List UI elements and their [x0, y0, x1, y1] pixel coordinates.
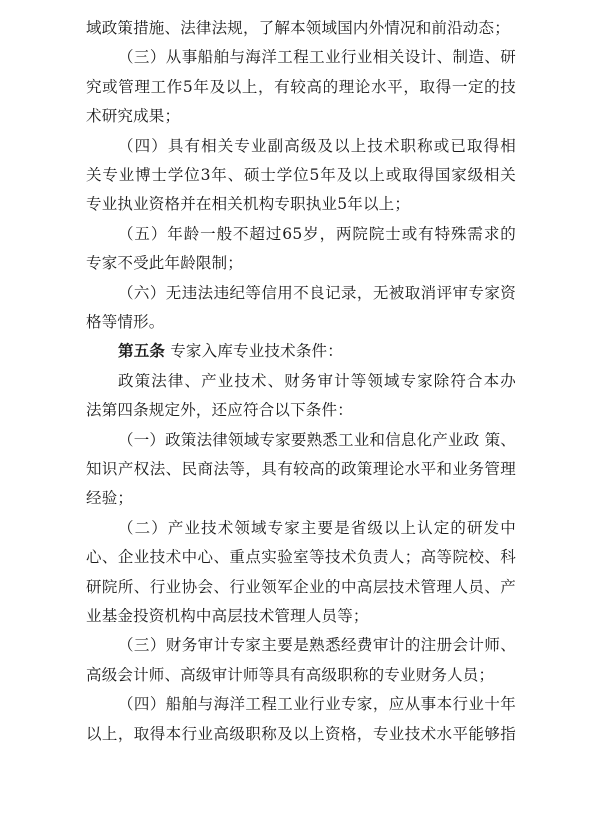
paragraph-line: （二）产业技术领域专家主要是省级以上认定的研发中 [118, 518, 516, 537]
paragraph-line: （四）具有相关专业副高级及以上技术职称或已取得相 [118, 136, 516, 155]
paragraph-line: 专家不受此年龄限制； [86, 254, 244, 273]
paragraph-line: 格等情形。 [86, 313, 165, 331]
article-heading-line [118, 341, 516, 361]
paragraph-line: 以上，取得本行业高级职称及以上资格，专业技术水平能够指 [86, 724, 516, 743]
paragraph-line: 心、企业技术中心、重点实验室等技术负责人；高等院校、科 [86, 548, 516, 567]
paragraph-line: 专业执业资格并在相关机构专职执业5年以上； [86, 195, 411, 214]
paragraph-line: 研院所、行业协会、行业领军企业的中高层技术管理人员、产 [86, 577, 516, 596]
paragraph-line: （一）政策法律领域专家要熟悉工业和信息化产业政 策、 [118, 430, 516, 449]
paragraph-line: 关专业博士学位3年、硕士学位5年及以上或取得国家级相关 [86, 166, 516, 184]
paragraph-line: 经验； [86, 489, 134, 508]
paragraph-line: 究或管理工作5年及以上，有较高的理论水平，取得一定的技 [86, 77, 516, 96]
paragraph-line: 高级会计师、高级审计师等具有高级职称的专业财务人员； [86, 665, 495, 684]
paragraph-line: （三）财务审计专家主要是熟悉经费审计的注册会计师、 [118, 636, 516, 655]
article-number: 第五条 [118, 341, 166, 361]
paragraph-line: （四）船舶与海洋工程工业行业专家，应从事本行业十年 [118, 695, 516, 714]
paragraph-line: （三）从事船舶与海洋工程工业行业相关设计、制造、研 [118, 48, 516, 67]
paragraph-line: 业基金投资机构中高层技术管理人员等； [86, 607, 369, 625]
paragraph-line: 法第四条规定外，还应符合以下条件： [86, 401, 353, 420]
paragraph-line: 术研究成果； [86, 107, 181, 126]
paragraph-line: 域政策措施、法律法规，了解本领域国内外情况和前沿动态； [86, 19, 510, 37]
paragraph-line: 政策法律、产业技术、财务审计等领域专家除符合本办 [118, 371, 516, 390]
paragraph-line: （六）无违法违纪等信用不良记录，无被取消评审专家资 [118, 283, 516, 302]
article-title: 专家入库专业技术条件： [165, 342, 343, 361]
paragraph-line: （五）年龄一般不超过65岁，两院院士或有特殊需求的 [118, 224, 516, 243]
paragraph-line: 知识产权法、民商法等，具有较高的政策理论水平和业务管理 [86, 460, 516, 478]
